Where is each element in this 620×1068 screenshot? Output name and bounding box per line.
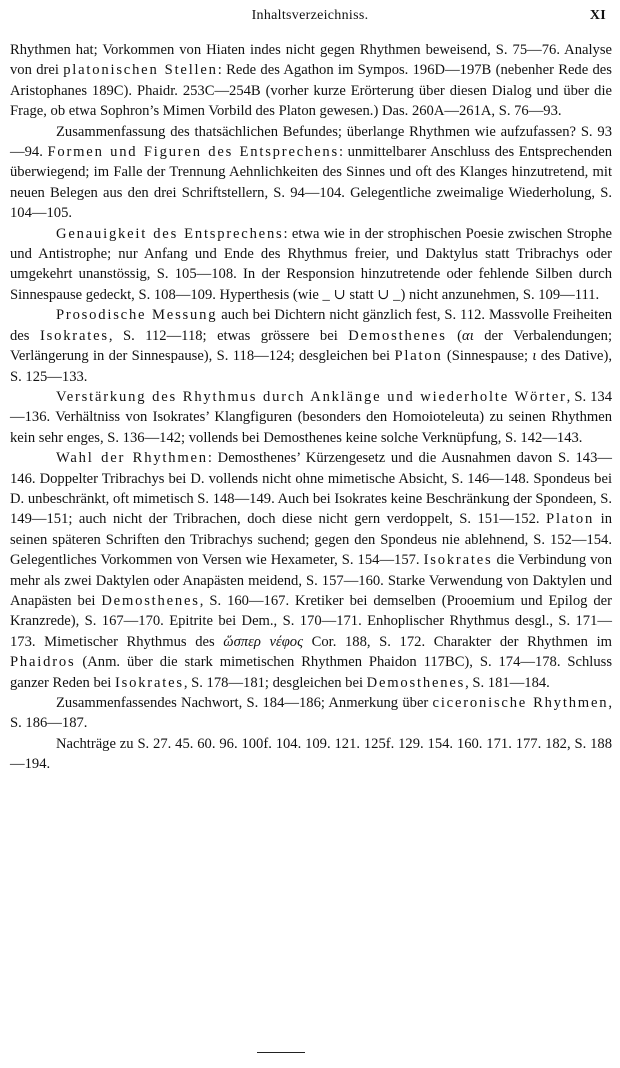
spaced-term: Prosodische Messung (56, 307, 218, 324)
text-run: der Verbalendungen; Verlängerung in der Sinnespause), S. 118—124; desgleichen bei (10, 327, 612, 365)
running-header (10, 4, 610, 30)
spaced-term: Demosthenes (101, 592, 200, 609)
text-run: : Rede des Agathon im Sympos. 196D—197B (nebenher Rede des Aristophanes 189C). Phaidr. 253C—254B (vorher kurze Erörterung über diesen Dialog und über die Frage, ob etwa Sophron’s Mimen Vorbild des Platon gewesen.) Das. 260A—261A, S. 76—93. (10, 62, 612, 120)
spaced-term: platonischen Stellen (63, 62, 218, 79)
toc-paragraph (10, 387, 612, 448)
spaced-term: Wahl der Rhythmen (56, 450, 208, 467)
spaced-term: ciceronische Rhythmen (432, 695, 609, 711)
text-run: Zusammenfassendes Nachwort, S. 184—186; Anmerkung über (56, 695, 433, 711)
spaced-term: Phaidros (10, 654, 76, 671)
text-run: Rhythmen hat; Vorkommen von Hiaten indes nicht gegen Rhythmen beweisend, S. 75—76. Analyse von drei (10, 42, 612, 79)
toc-paragraph (10, 224, 612, 306)
toc-paragraph (10, 305, 612, 387)
text-run: die Verbindung von mehr als zwei Daktylen oder Anapästen meidend, S. 157—160. Starke Verwendung von Daktylen und Anapästen bei (10, 552, 613, 609)
text-run: , S. 112—118; etwas grössere bei (108, 327, 349, 344)
toc-paragraph (10, 734, 612, 775)
text-run: , S. 160—167. Kretiker bei demselben (Prooemium und Epilog der Kranzrede), S. 167—170. Epitrite bei Dem., S. 170—171. Enhoplischer Rhythmus desgl., S. 171—173. Mimetischer Rhythmus des (10, 592, 612, 650)
spaced-term: Platon (546, 511, 595, 528)
spaced-term: Isokrates (39, 327, 109, 344)
toc-paragraph (10, 693, 612, 734)
text-run: in seinen späteren Schriften den Tribrachys suchend; gegen den Spondeus nie ablehnend, S. 152—154. Gelegentliches Vorkommen von Versen wie Hexameter, S. 154—157. (10, 511, 612, 569)
closing-rule (257, 1052, 305, 1053)
toc-paragraph (10, 40, 612, 122)
spaced-term: Formen und Figuren des Entsprechens (47, 144, 339, 161)
spaced-term: Demosthenes (348, 327, 447, 344)
spaced-term: Isokrates (423, 552, 493, 569)
text-run: : etwa wie in der strophischen Poesie zwischen Strophe und Antistrophe; nur Anfang und Ende des Rhythmus freier, und Daktylus statt Tribrachys oder umgekehrt unanstössig, S. 105—108. In der Responsion hinzutretende oder fehlende Silben durch Sinnespause gedeckt, S. 108—109. Hyperthesis (wie _ ∪ statt ∪ _) nicht anzunehmen, S. 109—111. (10, 225, 612, 303)
header-title: Inhaltsverzeichniss. (251, 8, 369, 23)
text-run: , S. 178—181; desgleichen bei (183, 674, 367, 691)
spaced-term: Demosthenes (366, 674, 466, 691)
spaced-term: Genauigkeit des Entsprechens (56, 225, 284, 242)
page-number: XI (589, 8, 606, 23)
toc-paragraph (10, 448, 612, 693)
text-run: (Sinnespause; (442, 348, 533, 365)
text-run: : Demosthenes’ Kürzengesetz und die Ausnahmen davon S. 143—146. Doppelter Tribrachys bei D. vollends nicht ohne mimetische Absicht, S. 146—148. Spondeus bei D. unbeschränkt, oft mimetisch S. 148—149. Auch bei Isokrates keine Beschränkung der Spondeen, S. 149—151; auch nicht der Tribrachen, doch diese nicht gern verdoppelt, S. 151—152. (10, 450, 612, 528)
spaced-term: Verstärkung des Rhythmus durch Anklänge und wiederholte Wörter (56, 388, 567, 405)
text-run: Zusammenfassung des thatsächlichen Befundes; überlange Rhythmen wie aufzufassen? S. 93—94. (10, 123, 612, 161)
text-run: auch bei Dichtern nicht gänzlich fest, S. 112. Massvolle Freiheiten des (10, 307, 613, 344)
greek-text: ι (532, 348, 537, 365)
text-run: Nachträge zu S. 27. 45. 60. 96. 100f. 104. 109. 121. 125f. 129. 154. 160. 171. 177. 182, S. 188—194. (10, 735, 612, 773)
text-run: des Dative), S. 125—133. (10, 348, 612, 385)
greek-text: αι (462, 327, 474, 344)
spaced-term: Platon (394, 348, 443, 365)
text-run: , S. 186—187. (10, 695, 612, 732)
greek-text: ὥσπερ νέφος (223, 633, 303, 650)
text-run: ( (446, 327, 463, 344)
toc-paragraph (10, 122, 612, 224)
text-run: (Anm. über die stark mimetischen Rhythmen Phaidon 117BC), S. 174—178. Schluss ganzer Reden bei (10, 654, 612, 691)
text-run: , S. 181—184. (465, 674, 550, 691)
text-run: : unmittelbarer Anschluss des Entsprechenden überwiegend; im Falle der Trennung Aehnlichkeiten des Sinnes und oft des Klanges hinzutretend, mit neuen Belegen aus den drei Schriftstellern, S. 94—104. Gelegentliche zweimalige Wiederholung, S. 104—105. (10, 144, 612, 222)
spaced-term: Isokrates (114, 674, 184, 691)
toc-body (10, 40, 612, 775)
text-run: , S. 134—136. Verhältniss von Isokrates’ Klangfiguren (besonders den Homoioteleuta) zu seinen Rhythmen kein sehr enges, S. 136—142; vollends bei Demosthenes keine solche Verknüpfung, S. 142—143. (10, 388, 613, 446)
text-run: Cor. 188, S. 172. Charakter der Rhythmen im (303, 633, 612, 650)
